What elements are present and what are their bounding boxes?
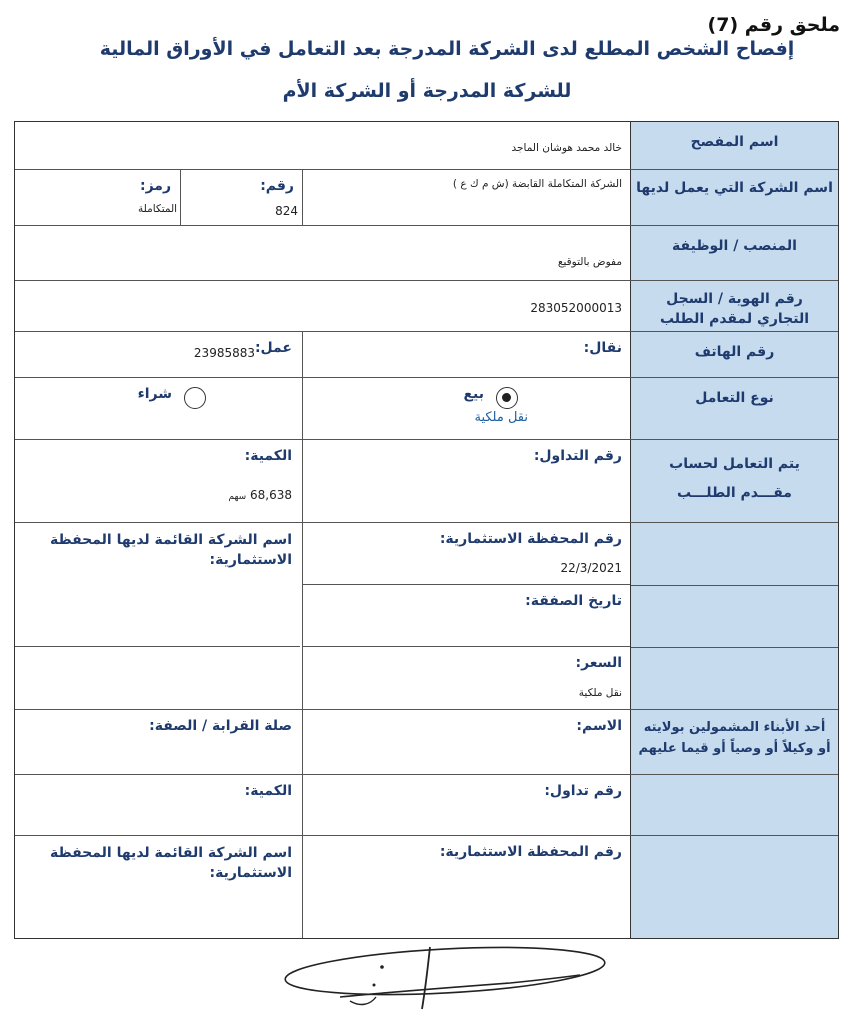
label-account xyxy=(630,440,838,522)
label-position: المنصب / الوظيفة xyxy=(630,226,838,280)
minor-trading-label: رقم تداول: xyxy=(544,783,622,799)
company-name-value[interactable]: الشركة المتكاملة القابضة (ش م ك ع ) xyxy=(452,178,622,190)
label-account-line2: مقـــدم الطلـــب xyxy=(677,485,792,502)
minor-quantity-label: الكمية: xyxy=(244,783,292,799)
label-account-line1: يتم التعامل لحساب xyxy=(669,456,800,472)
annex-number: ملحق رقم (7) xyxy=(707,14,840,36)
row-position xyxy=(15,226,838,281)
sell-note: نقل ملكية xyxy=(474,410,528,425)
quantity-label: الكمية: xyxy=(244,448,292,464)
label-minors: أحد الأبناء المشمولين بولايته أو وكيلاً أو وصياً أو قيما عليهم xyxy=(630,710,838,774)
position-value[interactable]: مفوض بالتوقيع xyxy=(557,256,622,268)
trading-number-label: رقم التداول: xyxy=(533,448,622,464)
signature-image xyxy=(280,945,610,1015)
label-minor-trading-blank xyxy=(630,775,838,835)
row-phone xyxy=(15,332,838,378)
company-code-value[interactable]: المتكاملة xyxy=(138,203,178,215)
portfolio-number-value[interactable]: 22/3/2021 xyxy=(560,561,622,575)
portfolio-number-label: رقم المحفظة الاستثمارية: xyxy=(439,531,622,547)
row-transaction-type xyxy=(15,378,838,440)
quantity-value[interactable] xyxy=(228,488,292,502)
company-code-label: رمز: xyxy=(140,178,172,194)
minor-portfolio-label: رقم المحفظة الاستثمارية: xyxy=(439,844,622,860)
buy-radio[interactable] xyxy=(184,387,206,409)
row-account xyxy=(15,440,838,523)
minor-portfolio-company-label: اسم الشركة القائمة لديها المحفظة الاستثمارية: xyxy=(49,845,292,881)
sell-radio[interactable] xyxy=(496,387,518,409)
price-value[interactable]: نقل ملكية xyxy=(578,687,622,699)
row-minor-portfolio xyxy=(15,836,838,938)
mobile-label: نقال: xyxy=(583,340,622,356)
quantity-unit: سهم xyxy=(228,492,247,502)
label-discloser-name: اسم المفصح xyxy=(630,122,838,169)
sell-label: بيع xyxy=(463,386,484,402)
company-number-value[interactable]: 824 xyxy=(275,204,298,218)
label-portfolio-blank xyxy=(630,523,838,709)
row-minors xyxy=(15,709,838,775)
label-minor-portfolio-blank xyxy=(630,836,838,938)
minor-name-label: الاسم: xyxy=(576,718,622,734)
form-title-line1: إفصاح الشخص المطلع لدى الشركة المدرجة بعد التعامل في الأوراق المالية xyxy=(99,38,795,60)
company-number-label: رقم: xyxy=(260,178,294,194)
discloser-name-value[interactable]: خالد محمد هوشان الماجد xyxy=(511,142,622,154)
row-discloser xyxy=(15,122,838,170)
disclosure-form xyxy=(14,121,839,939)
id-value[interactable]: 283052000013 xyxy=(530,301,622,315)
row-portfolio-block xyxy=(15,523,838,709)
radio-selected-dot xyxy=(502,393,511,402)
label-phone: رقم الهاتف xyxy=(630,332,838,377)
label-company: اسم الشركة التي يعمل لديها xyxy=(630,170,838,225)
row-id xyxy=(15,281,838,332)
deal-date-label: تاريخ الصفقة: xyxy=(525,593,622,609)
form-title-line2: للشركة المدرجة أو الشركة الأم xyxy=(282,80,572,102)
portfolio-company-label: اسم الشركة القائمة لديها المحفظة الاستثمارية: xyxy=(49,532,292,568)
buy-label: شراء xyxy=(137,386,172,402)
quantity-number: 68,638 xyxy=(250,488,292,502)
relation-label: صلة القرابة / الصفة: xyxy=(149,718,292,734)
label-id: رقم الهوية / السجل التجاري لمقدم الطلب xyxy=(630,281,838,331)
row-minor-trading xyxy=(15,775,838,836)
work-phone-label: عمل: xyxy=(254,340,292,356)
price-label: السعر: xyxy=(575,655,622,671)
work-phone-value[interactable]: 23985883 xyxy=(193,346,255,360)
row-company xyxy=(15,170,838,226)
label-transaction-type: نوع التعامل xyxy=(630,378,838,439)
